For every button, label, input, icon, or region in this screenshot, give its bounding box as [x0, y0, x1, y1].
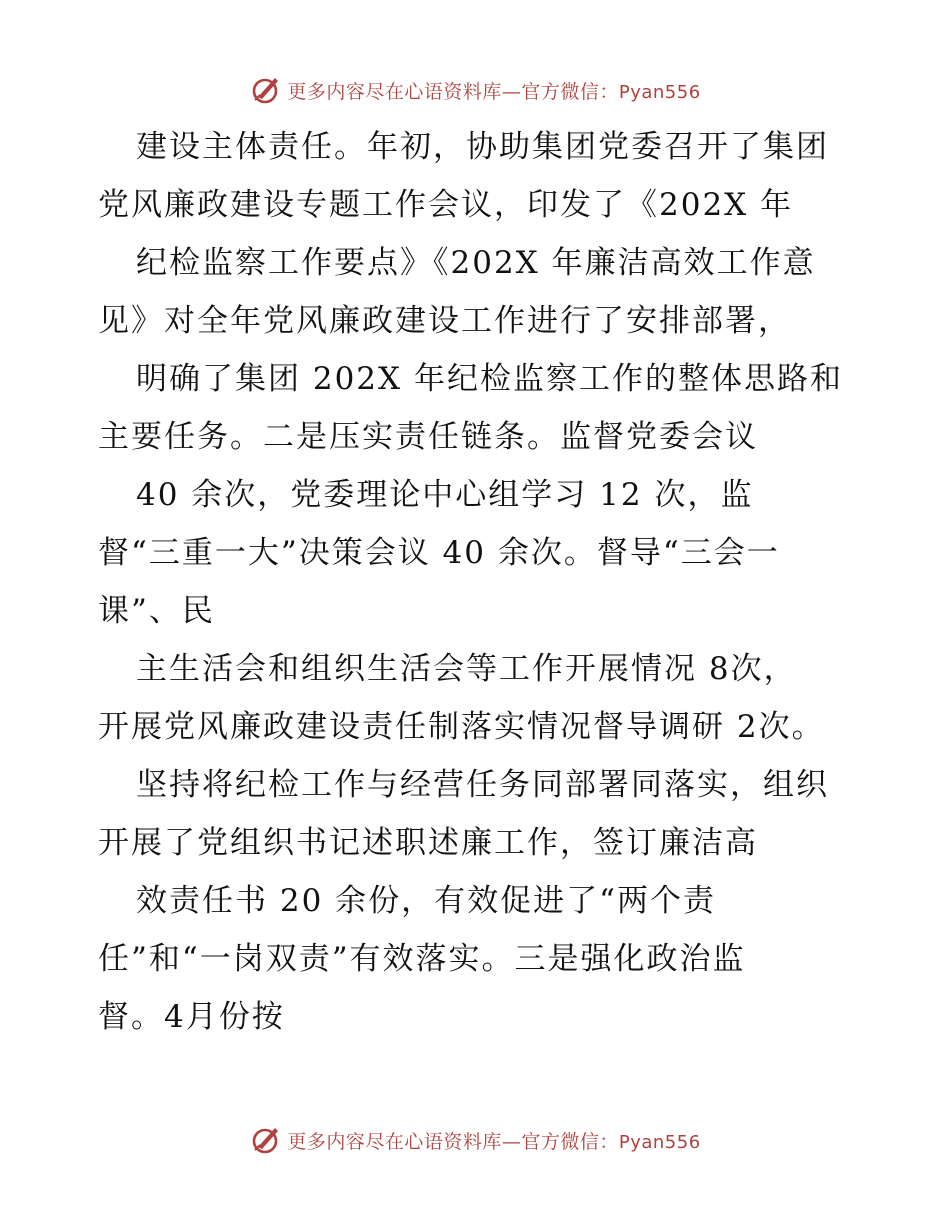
text-line: 40 余次，党委理论中心组学习 12 次，监: [136, 477, 754, 513]
watermark-contact-label: 官方微信：: [521, 1130, 619, 1153]
text-line: 主生活会和组织生活会等工作开展情况 8次，: [136, 651, 797, 687]
text-line: 明确了集团 202X 年纪检监察工作的整体思路和: [136, 361, 843, 397]
watermark-separator: —: [501, 80, 522, 103]
quill-seal-icon: [249, 1123, 283, 1157]
text-line: 任”和“一岗双责”有效落实。三是强化政治监: [98, 941, 746, 977]
text-line: 督。4月份按: [98, 999, 285, 1035]
watermark-contact-id: Pyan556: [618, 81, 701, 103]
text-line: 党风廉政建设专题工作会议，印发了《202X 年: [98, 187, 794, 223]
watermark-separator: —: [501, 1130, 522, 1153]
watermark-contact-id: Pyan556: [618, 1131, 701, 1153]
watermark-contact-label: 官方微信：: [521, 80, 619, 103]
header-watermark: [0, 70, 950, 110]
footer-watermark: [0, 1120, 950, 1160]
text-line: 见》对全年党风廉政建设工作进行了安排部署，: [98, 303, 791, 339]
text-line: 督“三重一大”决策会议 40 余次。督导“三会一: [98, 535, 780, 571]
text-line: 开展党风廉政建设责任制落实情况督导调研 2次。: [98, 709, 825, 745]
text-line: 开展了党组织书记述职述廉工作，签订廉洁高: [98, 825, 758, 861]
text-line: 坚持将纪检工作与经营任务同部署同落实，组织: [136, 767, 829, 803]
watermark-text: [287, 1127, 700, 1154]
text-line: 纪检监察工作要点》《202X 年廉洁高效工作意: [136, 245, 816, 281]
text-line: 主要任务。二是压实责任链条。监督党委会议: [98, 419, 758, 455]
text-line: 课”、民: [98, 593, 215, 629]
quill-seal-icon: [249, 73, 283, 107]
text-line: 建设主体责任。年初，协助集团党委召开了集团: [136, 129, 829, 165]
watermark-site: 更多内容尽在心语资料库: [287, 1130, 502, 1153]
watermark-site: 更多内容尽在心语资料库: [287, 80, 502, 103]
watermark-text: [287, 77, 700, 104]
text-line: 效责任书 20 余份，有效促进了“两个责: [136, 883, 717, 919]
